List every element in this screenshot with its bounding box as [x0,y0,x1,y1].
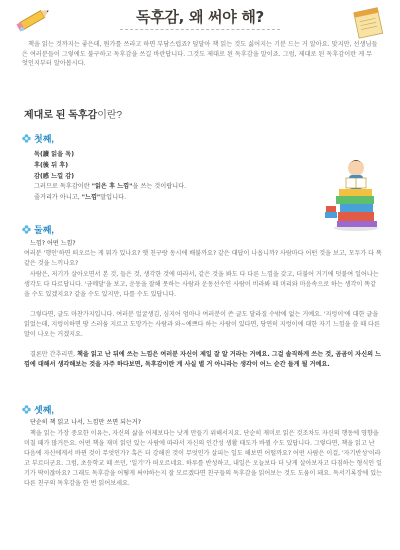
flower-bullet-icon [22,134,31,143]
first-heading [22,132,54,145]
second-paragraph-2: 사람은, 저기가 살아오면서 본 것, 들은 것, 생각한 것에 따라서, 같은 것을 봐도 다 다른 느낌을 갖고, 더불어 거기에 덧붙여 일어나는 생각도 다 다르답니다. '금메달'을 보고, 운동을 잘해 못하는 사람과 운동선수인 사람이 비라봐 때 머리와 마음속으로 하는 생각이 똑같을 수도 있겠지요? 같을 수도 있지만, 다를 수도 있답니다. [24,271,379,298]
first-heading-label: 첫째, [34,134,54,144]
third-heading-label: 셋째, [34,405,54,415]
list-item: 후(後 뒤 후) [34,161,69,169]
flower-bullet-icon [22,405,31,414]
section-title-suffix: 이란? [97,110,123,121]
list-item: 독(讀 읽을 독) [34,151,75,158]
second-question-text: 느낌? 어떤 느낌? [30,240,76,247]
first-line-1-text: 그러므로 독후감이란 [34,183,92,191]
first-line-2-text: 줄거리가 아니고, [34,194,82,202]
third-heading [22,403,54,416]
third-question-text: 단순히 책 읽고 나서, 느낌만 쓰면 되는거? [30,419,141,426]
reading-child-illustration [322,140,384,232]
first-line-2-end: 말입니다. [100,194,127,202]
second-paragraph-4-lead: 결론만 간추리면, [30,351,78,358]
intro-paragraph: 책을 읽는 것까지는 좋은데, 뭔가를 쓰라고 하면 부담스럽죠? 덮달아 책 읽는 것도 싫어지는 기분 드는 거 알아요. 맞지만, 선생님들은 여러분들이 그렇에도 불구하고 독후감을 쓰길 바란답니다. 그것도 제대로 된 독후감을 말이죠. 그럼, 제대로 된 독후감이란 게 무엇인지부터 알아봅시다. [22,41,378,68]
notebook-icon [348,4,388,40]
flower-bullet-icon [22,225,31,234]
second-paragraph-4-strong: 책을 읽고 난 뒤에 쓰는 느낌은 여러분 자신이 제일 잘 알 거라는 거예요. 그걸 솔직하게 쓰는 것, 곰곰이 자신의 느낌에 대해서 생각해보는 것을 자주 하다보면, 독후감이란 게 사실 별 거 아니라는 생각이 어느 순간 들게 될 거예요. [24,351,381,368]
first-line-2-strong: "느낌" [81,194,101,202]
first-line-1-strong: "읽은 후 느낌" [91,183,133,191]
list-item: 감(感 느낄 감) [34,172,75,180]
second-paragraph-1: 여러분 '행인'하면 떠오르는 게 뭐가 있나요? 옛 친구랑 동시에 배불까요? 같은 대답이 나옵니까? 사람마다 어떤 것을 보고, 모두가 다 똑같은 것을 느끼나요? [24,250,382,267]
second-paragraph-4 [24,350,382,370]
first-line-1 [34,182,186,193]
second-heading [22,223,54,236]
second-paragraph-3: 그렇다면, 글도 마찬가지입니다. 여러분 얼굴생김, 심지어 엄마나 여러분이 쓴 글도 달라질 수밖에 없는 거예요. '지렁이'에 대한 글을 읽었는데, 지렁이하면 땅 스러움 지르고 도망가는 사람과 와~예쁘다 하는 사람이 있다면, 당연히 지렁이에 대한 자기 느낌을 쓸 때 다른 말이 나오는 거겠지요. [24,311,380,338]
first-line-2 [34,193,186,204]
first-line-1-end: 을 쓰는 것이랍니다. [132,183,187,191]
first-list [34,150,186,204]
third-question [30,418,382,428]
second-question [30,239,382,249]
section-title-main: 제대로 된 독후감 [24,110,98,121]
third-paragraph-1: 책을 읽는 가장 중요한 이유는, 자신의 삶을 어제보다는 낫게 만들기 위해서지요. 단순히 재미로 읽은 것조차도 자신의 행동에 영향을 미칠 때가 많거든요. 어떤 책을 재미 읽던 있는 사람에 따라서 자신의 인간성 생활 태도가 바뀔 수도 있답니다. 그렇다면, 책을 읽고 난 다음에 자신에게서 바뀐 것이 무엇인가? 혹은 더 강해진 것이 무엇인가 살피는 일도 해보면 어떨까요? 어떤 사람은 이걸, '자기반성'이라고 부르더군요. 그럼, 초등학교 때 쓰던, '일기'가 떠오르네요. 하루를 반성하고, 내일은 오늘보다 더 낫게 살아보자고 다짐하는 형식인 일기가 딱이잖아요? 그래도 독후감을 어떻게 써야하는지 잘 모르겠다면 친구들의 독후감을 읽어보는 것도 도움이 돼요. 독서기록장에 있는 다른 친구의 독후감을 한 번 읽어보세요. [24,430,382,487]
title-divider [120,29,280,30]
second-heading-label: 둘째, [34,225,54,235]
section-title [24,106,122,121]
page-title: 독후감, 왜 써야 해? [136,8,264,26]
